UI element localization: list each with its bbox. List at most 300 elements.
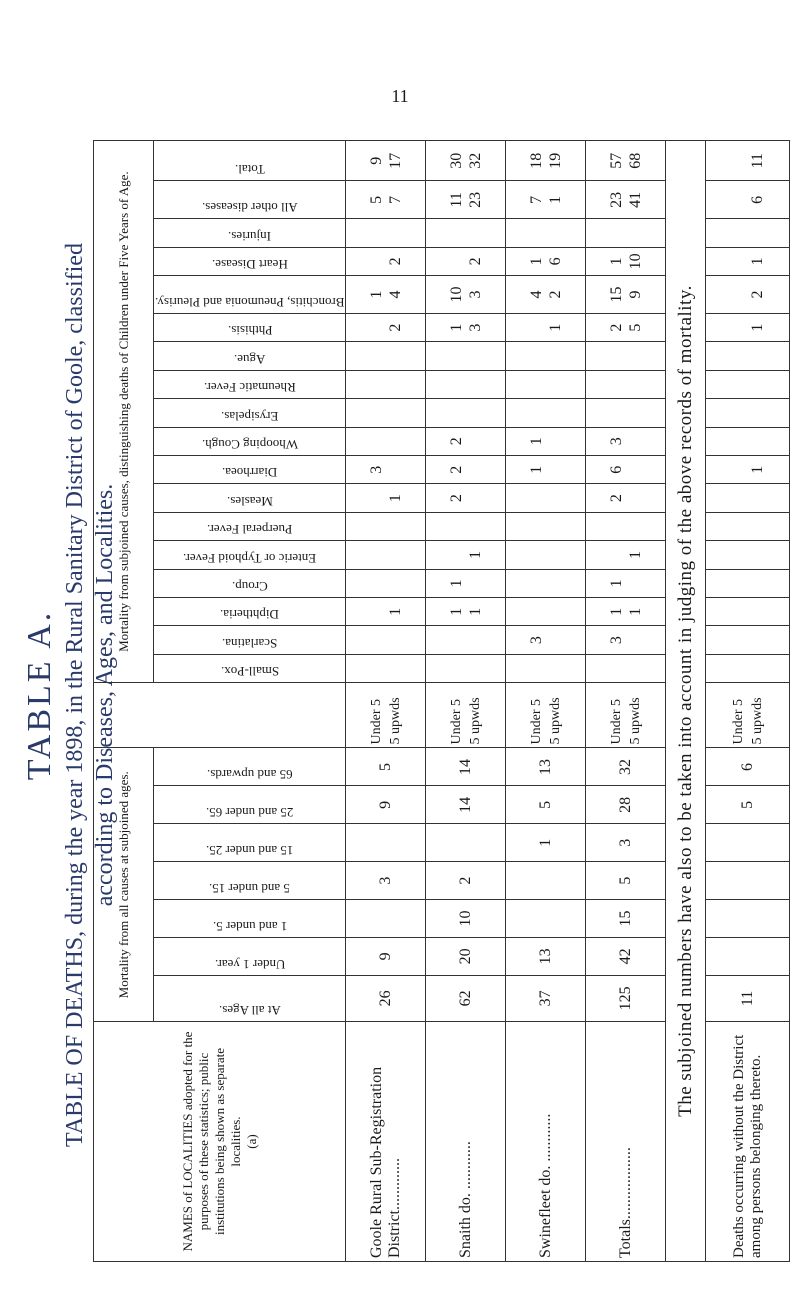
age-header-6 [154,748,346,786]
cause-cell [426,598,506,626]
cause-cell [506,399,586,427]
cause-under5-value [607,402,626,423]
at-all-ages-value: 26 [346,975,426,1021]
heading-line-2: according to Diseases, Ages, and Localities. [92,483,118,907]
cause-5up-value [466,345,485,366]
cause-cell [706,541,790,569]
cause-under5-value: 4 [527,290,545,299]
cause-cell [586,181,666,219]
cause-cell [346,427,426,455]
cause-cell [586,541,666,569]
cause-cell [706,484,790,512]
age-value: 9 [346,786,426,824]
age-header-text: 5 and under 15. [209,881,291,897]
cause-header-1 [154,626,346,654]
cause-cell [586,484,666,512]
cause-5up-value [626,629,645,650]
cause-cell [706,313,790,341]
cause-cell [586,427,666,455]
cause-cell [506,512,586,540]
cause-under5-value [527,516,546,537]
cause-under5-value [729,516,748,537]
cause-cell [346,626,426,654]
cause-5up-value [386,374,405,395]
cause-under5-value [729,601,748,622]
cause-under5-value: 1 [527,257,545,266]
cause-under5-value [729,544,748,565]
age-header-2 [154,900,346,938]
cause-5up-value [546,459,565,480]
cause-under5-value: 1 [447,323,465,332]
footer-age-value [706,824,790,862]
cause-under5-value [447,374,466,395]
cause-cell [346,456,426,484]
cause-under5-value [729,402,748,423]
age-value: 5 [506,786,586,824]
cause-under5-value: 1 [607,579,625,588]
locality-name: Goole Rural Sub-Registration District............. [346,1022,426,1262]
footer-age-value [706,900,790,938]
age-header-1 [154,937,346,975]
cause-under5-value [527,374,546,395]
cause-header-15 [154,219,346,247]
localities-header-a: (a) [243,1134,259,1149]
at-all-ages-value: 125 [586,975,666,1021]
cause-under5-value [527,402,546,423]
cause-5up-value [386,573,405,594]
cause-cell [346,342,426,370]
sub-label-cell [706,683,790,748]
cause-5up-value: 1 [386,494,404,503]
cause-under5-value [527,573,546,594]
cause-5up-value [626,487,645,508]
cause-cell [426,512,506,540]
cause-cell [346,219,426,247]
cause-5up-value: 19 [546,152,564,169]
causes-group-header: Mortality from subjoined causes, distinguishing deaths of Children under Five Years of Age. [94,141,154,683]
cause-5up-value [546,544,565,565]
cause-cell [426,654,506,682]
cause-header-text: Phthisis. [227,323,272,339]
cause-header-text: Total. [234,162,265,178]
cause-5up-value [546,374,565,395]
cause-header-text: Injuries. [228,228,272,244]
cause-under5-value: 1 [607,257,625,266]
cause-cell [506,370,586,398]
cause-under5-value [729,251,748,272]
cause-5up-value [466,222,485,243]
sub-label-under5: Under 5 [730,698,746,745]
cause-under5-value [367,658,386,679]
cause-cell [506,313,586,341]
cause-header-5 [154,512,346,540]
cause-5up-value [748,431,767,452]
cause-under5-value: 2 [447,494,465,503]
cause-cell [706,626,790,654]
cause-5up-value: 9 [626,290,644,299]
cause-5up-value: 32 [466,152,484,169]
cause-5up-value [466,573,485,594]
footer-age-value [706,937,790,975]
cause-5up-value: 1 [466,607,484,616]
cause-5up-value: 1 [748,257,766,266]
table-row [586,141,666,1262]
cause-5up-value [466,431,485,452]
cause-5up-value [546,601,565,622]
cause-under5-value [367,629,386,650]
cause-5up-value [466,658,485,679]
cause-header-16 [154,181,346,219]
cause-under5-value [527,601,546,622]
cause-cell [586,598,666,626]
cause-under5-value [367,573,386,594]
age-value: 2 [426,862,506,900]
age-header-5 [154,786,346,824]
cause-cell [586,399,666,427]
cause-cell [586,342,666,370]
cause-5up-value [748,573,767,594]
cause-cell [706,512,790,540]
cause-5up-value [546,222,565,243]
cause-5up-value [748,222,767,243]
cause-cell [586,313,666,341]
age-value [506,862,586,900]
cause-5up-value [748,629,767,650]
cause-under5-value [447,402,466,423]
cause-header-0 [154,654,346,682]
footer-label: Deaths occurring without the District among persons belonging thereto. [706,1022,790,1262]
cause-under5-value [367,402,386,423]
cause-cell [706,654,790,682]
cause-cell [586,219,666,247]
cause-under5-value [367,317,386,338]
locality-name: Totals.................. [586,1022,666,1262]
age-value: 14 [426,786,506,824]
cause-under5-value [447,222,466,243]
cause-cell [506,247,586,275]
age-value: 42 [586,937,666,975]
cause-5up-value [386,658,405,679]
cause-cell [426,427,506,455]
cause-cell [586,247,666,275]
cause-cell [706,276,790,314]
cause-5up-value [626,374,645,395]
cause-5up-value [386,431,405,452]
age-header-text: Under 1 year. [214,956,285,972]
cause-under5-value [447,516,466,537]
age-value [346,900,426,938]
cause-under5-value [527,487,546,508]
cause-under5-value [367,601,386,622]
cause-5up-value [748,345,767,366]
sub-label-cell [346,683,426,748]
cause-under5-value: 2 [447,437,465,446]
age-value: 5 [346,748,426,786]
cause-header-4 [154,541,346,569]
cause-under5-value [729,658,748,679]
sub-label-5upwds: 5 upwds [627,697,643,745]
cause-cell [506,181,586,219]
cause-5up-value [546,431,565,452]
age-value: 13 [506,937,586,975]
cause-under5-value [729,487,748,508]
age-value: 20 [426,937,506,975]
footer-row [706,141,790,1262]
cause-under5-value [367,345,386,366]
cause-under5-value [607,658,626,679]
cause-under5-value: 3 [527,636,545,645]
cause-cell [426,626,506,654]
cause-under5-value [367,251,386,272]
sub-label-under5: Under 5 [608,698,624,745]
cause-under5-value: 57 [607,152,625,169]
cause-cell [506,484,586,512]
deaths-table [93,140,790,1262]
cause-under5-value [367,374,386,395]
table-row [506,141,586,1262]
cause-5up-value [626,658,645,679]
cause-5up-value: 2 [386,257,404,266]
age-value: 1 [506,824,586,862]
cause-cell [506,569,586,597]
cause-cell [506,219,586,247]
cause-under5-value: 1 [447,579,465,588]
cause-cell [506,342,586,370]
cause-5up-value [546,629,565,650]
cause-under5-value [729,629,748,650]
cause-under5-value [527,658,546,679]
cause-5up-value [546,487,565,508]
cause-5up-value [626,573,645,594]
cause-under5-value [527,317,546,338]
cause-cell [346,399,426,427]
cause-5up-value [626,431,645,452]
sub-label-under5: Under 5 [528,698,544,745]
cause-under5-value [729,184,748,215]
cause-cell [426,219,506,247]
footer-age-value: 5 [706,786,790,824]
cause-cell [506,598,586,626]
age-value: 3 [586,824,666,862]
cause-5up-value [748,544,767,565]
cause-under5-value: 3 [607,437,625,446]
cause-5up-value [546,345,565,366]
cause-cell [346,276,426,314]
cause-cell [426,181,506,219]
cause-5up-value [386,516,405,537]
cause-header-7 [154,456,346,484]
deaths-table-wrapper [93,140,766,1262]
cause-header-text: Enteric or Typhoid Fever. [183,550,317,566]
sub-label-5upwds: 5 upwds [749,697,765,745]
cause-cell [346,512,426,540]
cause-cell [706,181,790,219]
cause-5up-value: 3 [466,323,484,332]
cause-header-10 [154,370,346,398]
cause-cell [426,342,506,370]
cause-5up-value [626,516,645,537]
cause-under5-value [447,629,466,650]
group-header-row [94,141,154,1262]
age-header-text: 65 and upwards. [206,767,293,783]
cause-5up-value [466,629,485,650]
cause-under5-value [729,374,748,395]
cause-header-14 [154,247,346,275]
cause-5up-value [748,658,767,679]
cause-under5-value [729,459,748,480]
cause-under5-value: 3 [607,636,625,645]
age-value [346,824,426,862]
cause-cell [586,626,666,654]
cause-header-text: Heart Disease. [211,257,288,273]
cause-5up-value: 2 [386,323,404,332]
cause-under5-value [607,222,626,243]
localities-header-text: NAMES of LOCALITIES adopted for the purposes of these statistics; public institutions being shown as separate localities. [179,1031,243,1252]
age-header-text: 25 and under 65. [206,805,294,821]
cause-header-8 [154,427,346,455]
footer-age-value: 6 [706,748,790,786]
cause-under5-value [367,431,386,452]
cause-5up-value [386,345,405,366]
cause-cell [506,141,586,181]
age-header-text: 1 and under 5. [212,918,287,934]
cause-cell [346,484,426,512]
cause-cell [426,541,506,569]
cause-header-text: Scarlatina. [222,635,278,651]
cause-cell [586,512,666,540]
cause-cell [586,654,666,682]
cause-header-text: Ague. [234,351,266,367]
cause-5up-value [626,459,645,480]
cause-5up-value [546,402,565,423]
cause-5up-value [546,658,565,679]
cause-cell [706,598,790,626]
age-value: 13 [506,748,586,786]
cause-cell [426,484,506,512]
cause-cell [426,313,506,341]
cause-cell [506,626,586,654]
cause-under5-value [729,222,748,243]
cause-5up-value: 10 [626,253,644,270]
cause-under5-value [367,222,386,243]
cause-cell [706,399,790,427]
cause-under5-value [527,544,546,565]
cause-header-text: Bronchitis, Pneumonia and Pleurisy. [155,294,345,310]
heading-line-1: TABLE OF DEATHS, during the year 1898, in the Rural Sanitary District of Goole, classified [62,243,88,1147]
cause-cell [506,654,586,682]
cause-under5-value: 18 [527,152,545,169]
cause-5up-value [748,487,767,508]
sub-label-5upwds: 5 upwds [547,697,563,745]
cause-under5-value [729,144,748,177]
cause-header-text: Rheumatic Fever. [203,380,296,396]
cause-under5-value [729,573,748,594]
footer-at-all-ages: 11 [706,975,790,1021]
cause-5up-value: 2 [748,290,766,299]
cause-5up-value: 1 [546,323,564,332]
cause-5up-value [626,222,645,243]
cause-cell [706,370,790,398]
cause-5up-value: 11 [748,153,766,169]
cause-5up-value: 3 [466,290,484,299]
cause-cell [706,141,790,181]
cause-under5-value [447,345,466,366]
cause-header-13 [154,276,346,314]
cause-under5-value: 1 [527,465,545,474]
ages-group-header: Mortality from all causes at subjoined ages. [94,748,154,1022]
age-value: 5 [586,862,666,900]
page-number: 11 [391,86,409,106]
cause-5up-value [466,374,485,395]
age-header-text: At all Ages. [218,1003,281,1019]
cause-under5-value [367,487,386,508]
cause-cell [706,456,790,484]
cause-under5-value [729,431,748,452]
cause-under5-value: 2 [607,323,625,332]
cause-under5-value: 1 [447,607,465,616]
cause-under5-value [367,544,386,565]
sub-label-under5: Under 5 [368,698,384,745]
cause-5up-value [386,544,405,565]
cause-5up-value: 1 [626,607,644,616]
cause-header-text: Diphtheria. [220,607,280,623]
cause-5up-value [748,402,767,423]
cause-under5-value: 1 [527,437,545,446]
age-header-0 [154,975,346,1021]
cause-5up-value: 2 [466,257,484,266]
cause-5up-value [466,487,485,508]
cause-cell [346,313,426,341]
table-row [346,141,426,1262]
cause-cell [346,654,426,682]
locality-name: Swinefleet do. ............ [506,1022,586,1262]
note-row [666,141,706,1262]
cause-5up-value: 1 [466,550,484,559]
cause-header-2 [154,598,346,626]
cause-5up-value: 4 [386,290,404,299]
cause-under5-value: 23 [607,191,625,208]
cause-header-text: Puerperal Fever. [207,522,293,538]
cause-cell [426,370,506,398]
cause-under5-value: 6 [607,465,625,474]
cause-under5-value: 2 [607,494,625,503]
cause-header-text: Whooping Cough. [201,437,298,452]
cause-cell [346,247,426,275]
cause-5up-value: 1 [626,550,644,559]
cause-5up-value [748,516,767,537]
cause-header-3 [154,569,346,597]
sub-label-under5: Under 5 [448,698,464,745]
cause-5up-value: 5 [626,323,644,332]
age-value: 32 [586,748,666,786]
cause-5up-value: 6 [748,195,766,204]
cause-header-11 [154,342,346,370]
cause-cell [426,569,506,597]
cause-cell [586,370,666,398]
cause-under5-value: 10 [447,286,465,303]
cause-5up-value [546,573,565,594]
cause-5up-value [466,459,485,480]
cause-cell [346,181,426,219]
cause-cell [586,141,666,181]
cause-under5-value [447,251,466,272]
cause-5up-value: 68 [626,152,644,169]
cause-cell [346,569,426,597]
cause-cell [506,427,586,455]
sub-label-5upwds: 5 upwds [387,697,403,745]
age-value [426,824,506,862]
cause-5up-value [466,516,485,537]
